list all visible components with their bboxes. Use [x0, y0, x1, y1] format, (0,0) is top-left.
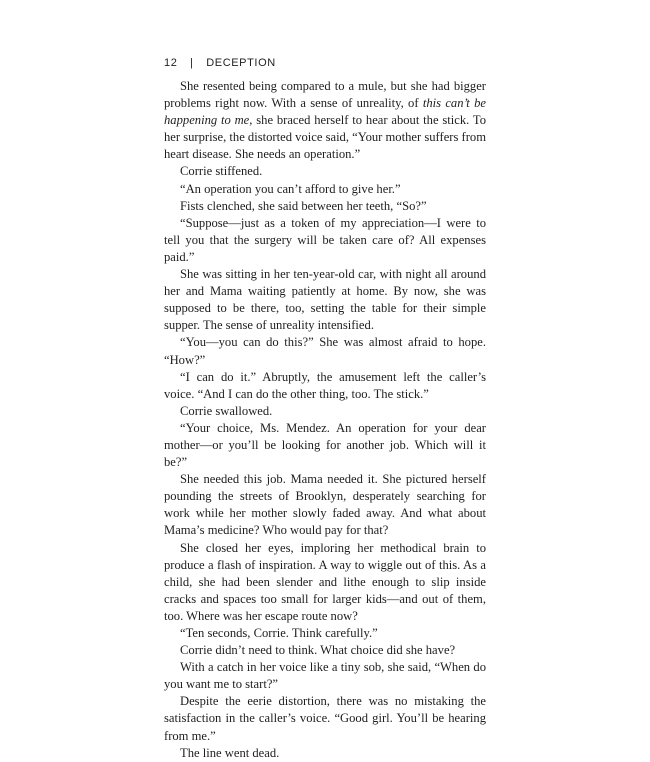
- running-head: [164, 57, 276, 69]
- paragraph: Fists clenched, she said between her teeth, “So?”: [180, 198, 427, 213]
- book-title: DECEPTION: [206, 57, 276, 69]
- paragraph: She was sitting in her ten-year-old car, with night all around her and Mama waiting patiently at home. By now, she was supposed to be there, too, setting the table for their simple supper. The sense of unreality intensified.: [164, 267, 486, 333]
- header-separator: |: [190, 57, 194, 69]
- italic-phrase: this can’t be happening to me: [164, 96, 487, 128]
- paragraph: “I can do it.” Abruptly, the amusement left the caller’s voice. “And I can do the other thing, too. The stick.”: [164, 369, 486, 401]
- page-number: 12: [164, 57, 178, 69]
- body-text: [164, 78, 486, 762]
- paragraph: Corrie swallowed.: [180, 403, 273, 418]
- paragraph: Corrie didn’t need to think. What choice did she have?: [180, 643, 456, 658]
- paragraph: “Suppose—just as a token of my appreciation—I were to tell you that the surgery will be taken care of? All expenses paid.”: [164, 215, 486, 264]
- paragraph: She needed this job. Mama needed it. She pictured herself pounding the streets of Brooklyn, desperately searching for work while her mother slowly faded away. And what about Mama’s medicine? Who would pay for that?: [164, 472, 486, 538]
- paragraph: With a catch in her voice like a tiny sob, she said, “When do you want me to start?”: [164, 660, 486, 692]
- paragraph: She closed her eyes, imploring her methodical brain to produce a flash of inspiration. A way to wiggle out of this. As a child, she had been slender and lithe enough to slip inside cracks and spaces too small for larger kids—and out of them, too. Where was her escape route now?: [164, 540, 486, 623]
- paragraph: “An operation you can’t afford to give her.”: [180, 181, 401, 196]
- paragraph: “You—you can do this?” She was almost afraid to hope. “How?”: [164, 335, 486, 367]
- paragraph: She resented being compared to a mule, but she had bigger problems right now. With a sense of unreality, of this can’t be happening to me, she braced herself to hear about the stick. To her surprise, the distorted voice said, “Your mother suffers from heart disease. She needs an operation.”: [164, 79, 487, 162]
- paragraph: “Your choice, Ms. Mendez. An operation for your dear mother—or you’ll be looking for another job. Which will it be?”: [164, 420, 486, 470]
- paragraph: Corrie stiffened.: [180, 164, 263, 179]
- paragraph: “Ten seconds, Corrie. Think carefully.”: [180, 626, 378, 640]
- paragraph: Despite the eerie distortion, there was no mistaking the satisfaction in the caller’s voice. “Good girl. You’ll be hearing from me.”: [164, 694, 486, 743]
- paragraph: The line went dead.: [180, 745, 280, 760]
